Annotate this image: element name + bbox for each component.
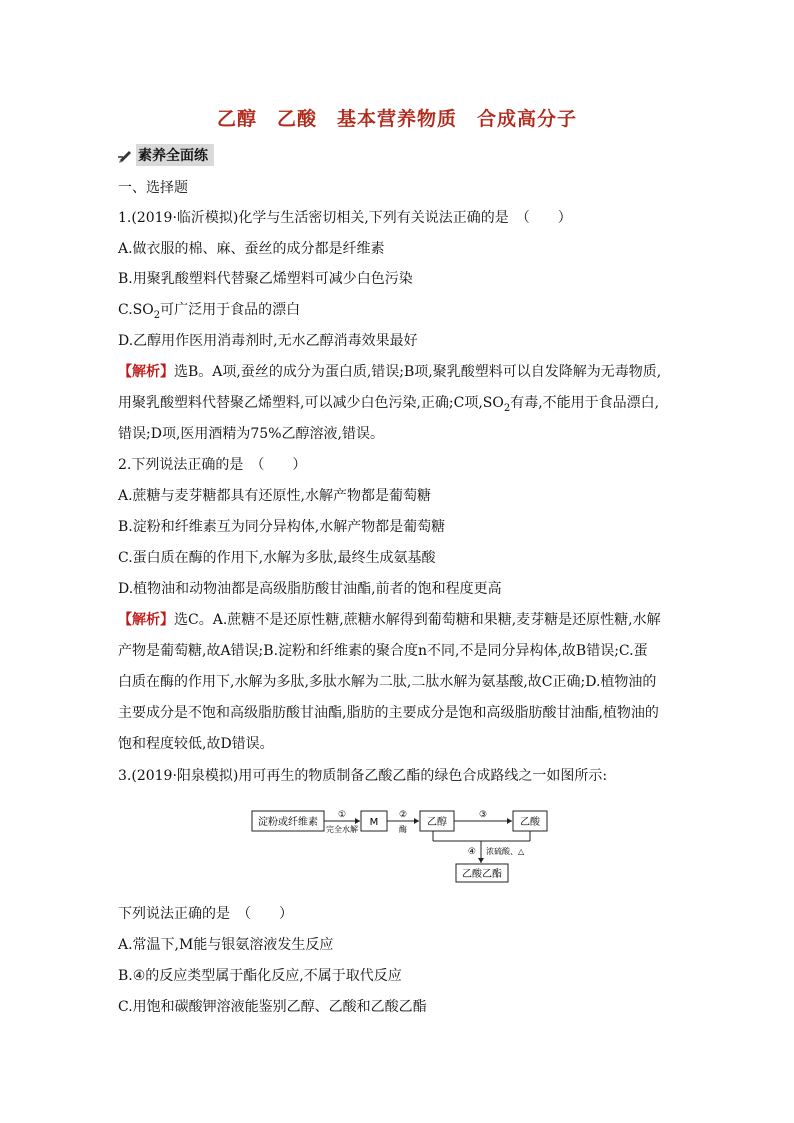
arrow-3-number: ③ (478, 810, 488, 820)
arrow-4-number: ④ (467, 847, 476, 857)
q3-stem: 3.(2019·阳泉模拟)用可再生的物质制备乙酸乙酯的绿色合成路线之一如图所示: (118, 768, 608, 784)
q1-option-b: B.用聚乳酸塑料代替聚乙烯塑料可减少白色污染 (118, 271, 413, 287)
q1-option-c-text: C.SO (118, 302, 154, 318)
q2-analysis-line-3: 白质在酶的作用下,水解为多肽,多肽水解为二肽,二肽水解为氨基酸,故C正确;D.植物油的 (118, 674, 657, 690)
q2-analysis-line-4: 主要成分是不饱和高级脂肪酸甘油酯,脂肪的主要成分是饱和高级脂肪酸甘油酯,植物油的 (118, 705, 659, 721)
q1-analysis-text-2-end: 有毒,不能用于食品漂白, (510, 395, 660, 411)
arrow-2-number: ② (398, 810, 408, 820)
q1-option-d: D.乙醇用作医用消毒剂时,无水乙醇消毒效果最好 (118, 333, 418, 349)
arrow-1-head (355, 818, 360, 824)
arrow-1-number: ① (337, 810, 347, 820)
q1-stem: 1.(2019·临沂模拟)化学与生活密切相关,下列有关说法正确的是 （ ） (118, 210, 572, 226)
arrow-4-head (478, 858, 484, 863)
q2-analysis-text-1: 选C。A.蔗糖不是还原性糖,蔗糖水解得到葡萄糖和果糖,麦芽糖是还原性糖,水解 (174, 612, 661, 628)
q2-stem: 2.下列说法正确的是 （ ） (118, 457, 307, 473)
box-m-label: M (369, 817, 379, 828)
box-ethyl-acetate-label: 乙酸乙酯 (462, 869, 502, 880)
q3-option-b: B.④的反应类型属于酯化反应,不属于取代反应 (118, 968, 402, 984)
arrow-1-condition: 完全水解 (326, 825, 358, 834)
q1-analysis-text-1: 选B。A项,蚕丝的成分为蛋白质,错误;B项,聚乳酸塑料可以自发降解为无毒物质, (174, 364, 662, 380)
q3-option-a: A.常温下,M能与银氨溶液发生反应 (118, 937, 334, 953)
page-title: 乙醇 乙酸 基本营养物质 合成高分子 (216, 108, 577, 130)
q1-option-a: A.做衣服的棉、麻、蚕丝的成分都是纤维素 (118, 241, 385, 257)
q2-analysis-line-2: 产物是葡萄糖,故A错误;B.淀粉和纤维素的聚合度n不同,不是同分异构体,故B错误;C.蛋 (118, 643, 648, 659)
q2-option-a: A.蔗糖与麦芽糖都具有还原性,水解产物都是葡萄糖 (118, 488, 432, 504)
section-tag-label: 素养全面练 (136, 144, 214, 166)
q1-option-c-text-end: 可广泛用于食品的漂白 (160, 302, 301, 318)
q1-analysis-subscript: 2 (503, 402, 511, 414)
q3-prompt: 下列说法正确的是 （ ） (118, 906, 293, 922)
box-ethanol-label: 乙醇 (427, 817, 447, 828)
arrow-2-condition: 酶 (399, 825, 407, 834)
q1-analysis-text-2: 用聚乳酸塑料代替聚乙烯塑料,可以减少白色污染,正确;C项,SO (118, 395, 504, 411)
q1-option-c-subscript: 2 (153, 309, 161, 321)
box-acetic-acid-label: 乙酸 (520, 817, 540, 828)
q1-analysis-label: 【解析】 (118, 364, 174, 380)
q2-analysis-line-1 (118, 610, 661, 630)
arrow-4-condition: 浓硫酸、△ (486, 847, 525, 856)
section-tag (118, 145, 214, 165)
synthesis-route-diagram (248, 805, 558, 885)
section-heading: 一、选择题 (118, 180, 188, 196)
q2-option-d: D.植物油和动物油都是高级脂肪酸甘油酯,前者的饱和程度更高 (118, 581, 502, 597)
box-starch-cellulose-label: 淀粉或纤维素 (258, 817, 318, 828)
arrow-2-head (414, 818, 419, 824)
q2-analysis-line-5: 饱和程度较低,故D错误。 (118, 736, 274, 752)
pencil-icon (118, 147, 134, 163)
q1-analysis-line-2 (118, 393, 659, 419)
q3-option-c: C.用饱和碳酸钾溶液能鉴别乙醇、乙酸和乙酸乙酯 (118, 999, 427, 1015)
q1-analysis-line-3: 错误;D项,医用酒精为75%乙醇溶液,错误。 (118, 426, 384, 442)
q2-option-c: C.蛋白质在酶的作用下,水解为多肽,最终生成氨基酸 (118, 550, 436, 566)
arrow-3-head (507, 818, 512, 824)
q1-option-c (118, 300, 300, 326)
q2-option-b: B.淀粉和纤维素互为同分异构体,水解产物都是葡萄糖 (118, 519, 446, 535)
q2-analysis-label: 【解析】 (118, 612, 174, 628)
q1-analysis-line-1 (118, 362, 661, 382)
